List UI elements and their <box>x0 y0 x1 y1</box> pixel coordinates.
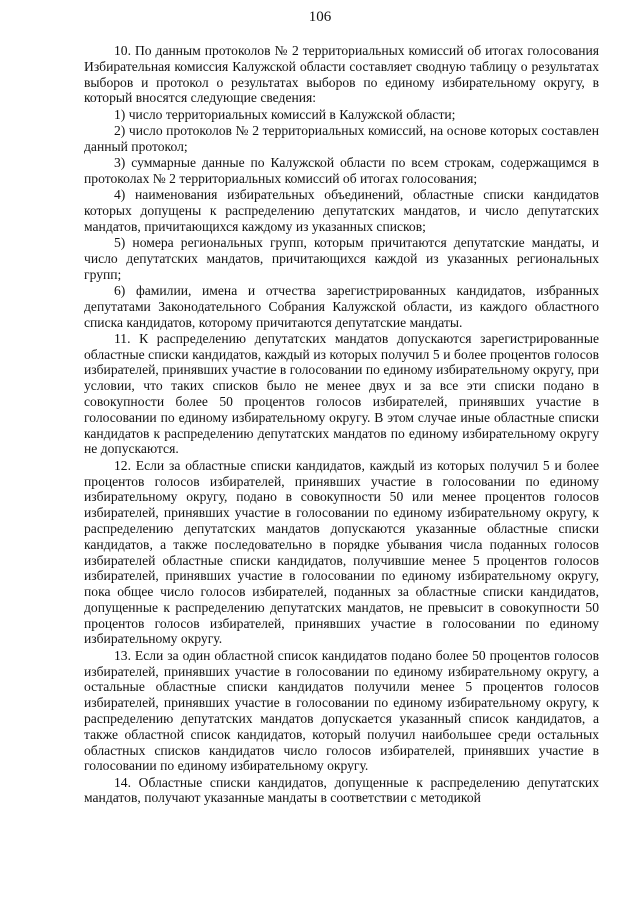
paragraph-12: 12. Если за областные списки кандидатов, каждый из которых получил 5 и более процентов голосов избирателей, принявших участие в голосовании по единому избирательному округу, подано в совокупности 50 или менее процентов голосов избирателей, принявших участие в голосовании по единому избирательному округу, к распределению депутатских мандатов допускаются указанные областные списки кандидатов, а также последовательно в порядке убывания числа поданных голосов избирателей областные списки кандидатов, получившие менее 5 процентов голосов избирателей, принявших участие в голосовании по единому избирательному округу, пока общее число голосов избирателей, поданных за областные списки кандидатов, допущенные к распределению депутатских мандатов, не превысит в совокупности 50 процентов голосов избирателей, принявших участие в голосовании по единому избирательному округу. <box>84 457 599 647</box>
list-item-6: 6) фамилии, имена и отчества зарегистрированных кандидатов, избранных депутатами Законодательного Собрания Калужской области, из каждого областного списка кандидатов, которому причитаются депутатские мандаты. <box>84 282 599 330</box>
list-item-4: 4) наименования избирательных объединений, областные списки кандидатов которых допущены к распределению депутатских мандатов, и число депутатских мандатов, причитающихся каждому из указанных списков; <box>84 187 599 234</box>
list-item-5: 5) номера региональных групп, которым причитаются депутатские мандаты, и число депутатских мандатов, причитающихся каждой из указанных региональных групп; <box>84 235 599 282</box>
paragraph-11: 11. К распределению депутатских мандатов допускаются зарегистрированные областные списки кандидатов, каждый из которых получил 5 и более процентов голосов избирателей, принявших участие в голосовании по единому избирательному округу, при условии, что таких списков было не менее двух и за все эти списки подано в совокупности более 50 процентов голосов избирателей, принявших участие в голосовании по единому избирательному округу. В этом случае иные областные списки кандидатов к распределению депутатских мандатов по единому избирательному округу не допускаются. <box>84 330 599 457</box>
list-item-2: 2) число протоколов № 2 территориальных комиссий, на основе которых составлен данный протокол; <box>84 122 599 154</box>
paragraph-10: 10. По данным протоколов № 2 территориальных комиссий об итогах голосования Избирательная комиссия Калужской области составляет сводную таблицу о результатах выборов и протокол о результатах выборов по единому избирательному округу, в который вносятся следующие сведения: <box>84 43 599 106</box>
page-number: 106 <box>308 9 332 25</box>
document-body <box>84 43 599 806</box>
paragraph-13: 13. Если за один областной список кандидатов подано более 50 процентов голосов избирателей, принявших участие в голосовании по единому избирательному округу, а остальные областные списки кандидатов получили менее 5 процентов голосов избирателей, принявших участие в голосовании по единому избирательному округу, к распределению депутатских мандатов допускается указанный список кандидатов, а также областной список кандидатов, который получил наибольшее среди остальных областных списков кандидатов число голосов избирателей, принявших участие в голосовании по единому избирательному округу. <box>84 647 599 774</box>
paragraph-14: 14. Областные списки кандидатов, допущенные к распределению депутатских мандатов, получают указанные мандаты в соответствии с методикой <box>84 774 599 806</box>
list-item-1: 1) число территориальных комиссий в Калужской области; <box>114 106 456 122</box>
list-item-3: 3) суммарные данные по Калужской области по всем строкам, содержащимся в протоколах № 2 территориальных комиссий об итогах голосования; <box>84 155 599 186</box>
